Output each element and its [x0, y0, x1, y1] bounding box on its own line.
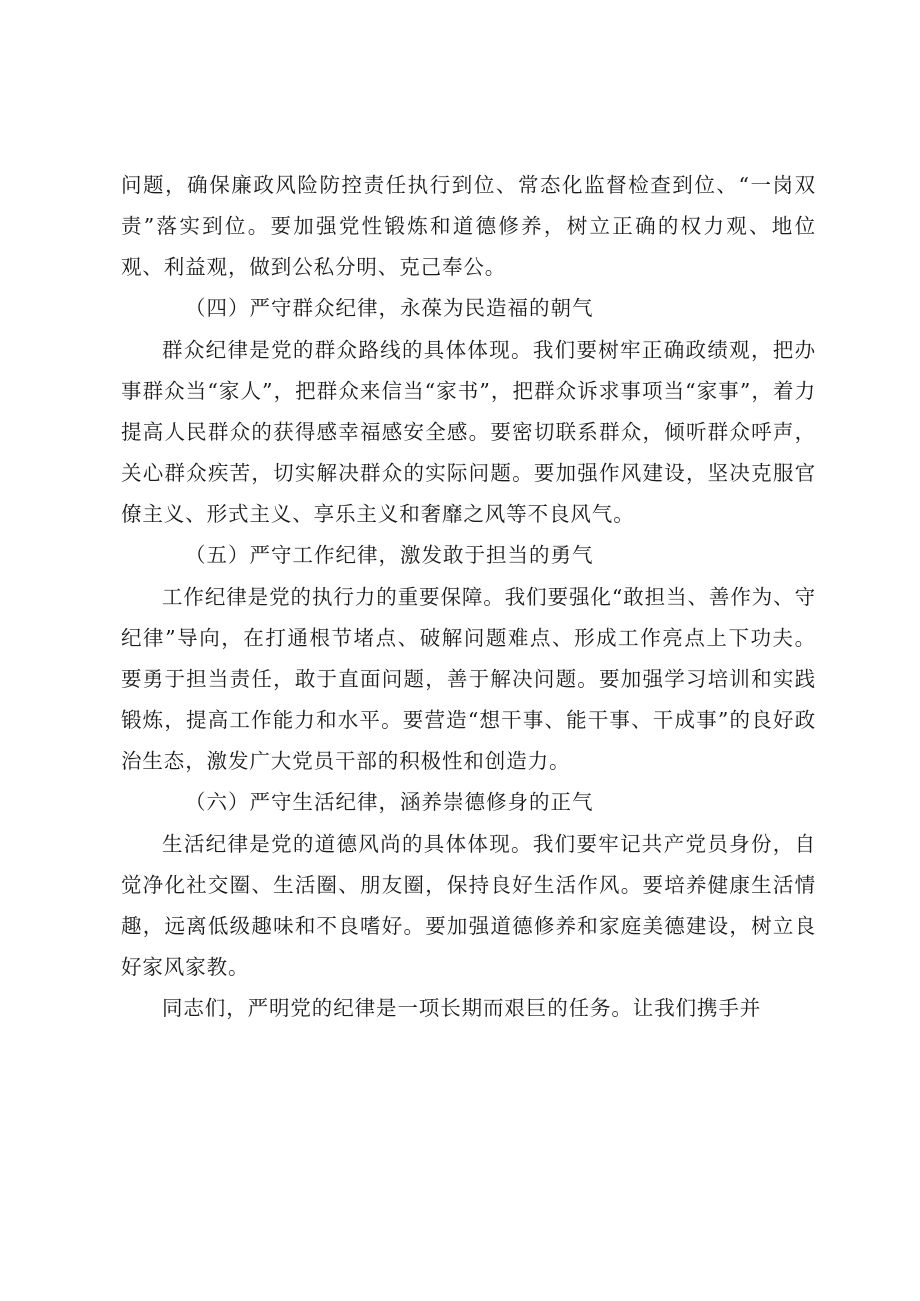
section-heading-4: （四）严守群众纪律，永葆为民造福的朝气: [185, 296, 594, 321]
section-heading-5: （五）严守工作纪律，激发敢于担当的勇气: [185, 543, 594, 568]
document-body: [121, 165, 816, 1029]
paragraph-closing: 同志们，严明党的纪律是一项长期而艰巨的任务。让我们携手并: [162, 996, 762, 1021]
paragraph-life-discipline: 生活纪律是党的道德风尚的具体体现。我们要牢记共产党员身份，自觉净化社交圈、生活圈、朋友圈，保持良好生活作风。要培养健康生活情趣，远离低级趣味和不良嗜好。要加强道德修养和家庭美德建设，树立良好家风家教。: [121, 831, 816, 979]
paragraph-continuation: 问题，确保廉政风险防控责任执行到位、常态化监督检查到位、“一岗双责”落实到位。要加强党性锻炼和道德修养，树立正确的权力观、地位观、利益观，做到公私分明、克己奉公。: [121, 173, 816, 280]
section-heading-6: （六）严守生活纪律，涵养崇德修身的正气: [185, 790, 594, 815]
paragraph-mass-discipline: 群众纪律是党的群众路线的具体体现。我们要树牢正确政绩观，把办事群众当“家人”，把群众来信当“家书”，把群众诉求事项当“家事”，着力提高人民群众的获得感幸福感安全感。要密切联系群众，倾听群众呼声，关心群众疾苦，切实解决群众的实际问题。要加强作风建设，坚决克服官僚主义、形式主义、享乐主义和奢靡之风等不良风气。: [121, 337, 816, 527]
paragraph-work-discipline: 工作纪律是党的执行力的重要保障。我们要强化“敢担当、善作为、守纪律”导向，在打通根节堵点、破解问题难点、形成工作亮点上下功夫。要勇于担当责任，敢于直面问题，善于解决问题。要加强学习培训和实践锻炼，提高工作能力和水平。要营造“想干事、能干事、干成事”的良好政治生态，激发广大党员干部的积极性和创造力。: [121, 584, 816, 774]
